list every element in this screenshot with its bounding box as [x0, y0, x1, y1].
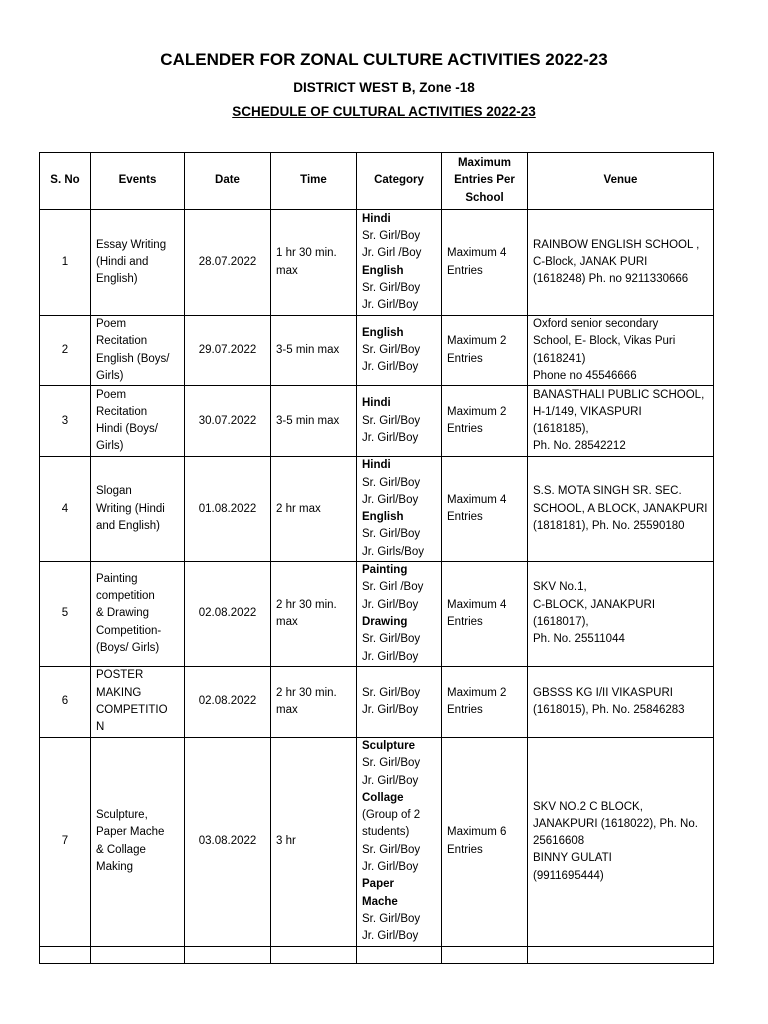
header-time: Time — [271, 153, 357, 210]
events-line: English) — [96, 273, 138, 286]
venue-line: (1618185), — [533, 423, 589, 436]
cell-sno: 4 — [40, 457, 91, 562]
events-line: Painting — [96, 572, 138, 585]
events-line: Writing (Hindi — [96, 502, 165, 515]
venue-line: (1618248) Ph. no 9211330666 — [533, 273, 689, 286]
header-entries-line: Entries Per — [454, 174, 515, 187]
cell-entries — [442, 737, 528, 946]
time-line: 3 hr — [276, 835, 296, 848]
cell-events — [91, 210, 185, 316]
cell-venue — [528, 457, 714, 562]
category-line: Sr. Girl/Boy — [362, 686, 421, 699]
venue-line: Ph. No. 25511044 — [533, 633, 625, 646]
cell-events — [91, 666, 185, 737]
category-line: Jr. Girl /Boy — [362, 247, 422, 260]
events-line: Girls) — [96, 440, 124, 453]
cell-sno: 7 — [40, 737, 91, 946]
schedule-table — [39, 152, 714, 964]
category-line: Jr. Girl/Boy — [362, 774, 419, 787]
events-line: Hindi (Boys/ — [96, 423, 158, 436]
empty-table-row — [40, 946, 714, 963]
table-row — [40, 457, 714, 562]
header-entries-line: Maximum — [457, 157, 512, 170]
category-line: Jr. Girl/Boy — [362, 431, 419, 444]
cell-events — [91, 386, 185, 457]
entries-line: Maximum 2 — [447, 335, 507, 348]
events-line: COMPETITIO — [96, 703, 168, 716]
cell-sno: 5 — [40, 562, 91, 667]
venue-line: School, E- Block, Vikas Puri — [533, 335, 676, 348]
venue-line: SCHOOL, A BLOCK, JANAKPURI — [533, 502, 708, 515]
category-line: Hindi — [362, 212, 391, 225]
events-line: & Drawing — [96, 607, 150, 620]
cell-time — [271, 316, 357, 386]
entries-line: Entries — [447, 843, 483, 856]
events-line: Making — [96, 861, 134, 874]
cell-sno: 3 — [40, 386, 91, 457]
cell-entries — [442, 316, 528, 386]
schedule-heading: SCHEDULE OF CULTURAL ACTIVITIES 2022-23 — [232, 104, 536, 119]
header-entries-line: School — [465, 191, 504, 204]
cell-time — [271, 737, 357, 946]
table-row — [40, 316, 714, 386]
header-category: Category — [357, 153, 442, 210]
time-line: max — [276, 616, 298, 629]
category-line: Sr. Girl/Boy — [362, 757, 421, 770]
category-line: Sr. Girl/Boy — [362, 281, 421, 294]
category-line: Hindi — [362, 397, 391, 410]
events-line: English (Boys/ — [96, 352, 170, 365]
category-line: English — [362, 264, 404, 277]
category-line: Paper — [362, 878, 394, 891]
cell-venue — [528, 316, 714, 386]
cell-entries — [442, 457, 528, 562]
cell-date: 02.08.2022 — [185, 666, 271, 737]
category-line: Sr. Girl/Boy — [362, 528, 421, 541]
cell-entries — [442, 562, 528, 667]
events-line: competition — [96, 590, 155, 603]
time-line: max — [276, 264, 298, 277]
venue-line: C-Block, JANAK PURI — [533, 255, 648, 268]
cell-time — [271, 562, 357, 667]
category-line: Jr. Girls/Boy — [362, 545, 424, 558]
time-line: 3-5 min max — [276, 414, 340, 427]
table-header-row — [40, 153, 714, 210]
cell-date: 01.08.2022 — [185, 457, 271, 562]
entries-line: Maximum 4 — [447, 598, 507, 611]
cell-category — [357, 457, 442, 562]
header-events: Events — [91, 153, 185, 210]
entries-line: Maximum 2 — [447, 686, 507, 699]
header-venue: Venue — [528, 153, 714, 210]
cell-category — [357, 737, 442, 946]
time-line: 2 hr 30 min. — [276, 686, 337, 699]
table-row — [40, 737, 714, 946]
venue-line: H-1/149, VIKASPURI — [533, 405, 642, 418]
events-line: Poem — [96, 388, 127, 401]
category-line: students) — [362, 826, 410, 839]
category-line: Collage — [362, 791, 404, 804]
category-line: Sr. Girl/Boy — [362, 229, 421, 242]
category-line: Jr. Girl/Boy — [362, 861, 419, 874]
entries-line: Maximum 4 — [447, 247, 507, 260]
header-entries — [442, 153, 528, 210]
cell-category — [357, 666, 442, 737]
empty-cell — [185, 946, 271, 963]
venue-line: BINNY GULATI — [533, 852, 612, 865]
category-line: Jr. Girl/Boy — [362, 361, 419, 374]
cell-venue — [528, 562, 714, 667]
cell-events — [91, 737, 185, 946]
cell-events — [91, 562, 185, 667]
events-line: Sculpture, — [96, 809, 148, 822]
category-line: Sr. Girl/Boy — [362, 912, 421, 925]
category-line: English — [362, 326, 404, 339]
entries-line: Entries — [447, 352, 483, 365]
category-line: Sr. Girl/Boy — [362, 843, 421, 856]
category-line: Sr. Girl /Boy — [362, 581, 424, 594]
time-line: 2 hr max — [276, 502, 321, 515]
empty-cell — [91, 946, 185, 963]
events-line: (Boys/ Girls) — [96, 642, 160, 655]
cell-sno: 6 — [40, 666, 91, 737]
events-line: Recitation — [96, 335, 148, 348]
time-line: 2 hr 30 min. — [276, 598, 337, 611]
time-line: 1 hr 30 min. — [276, 247, 337, 260]
cell-sno: 1 — [40, 210, 91, 316]
table-body — [40, 210, 714, 964]
category-line: Sr. Girl/Boy — [362, 633, 421, 646]
events-line: Essay Writing — [96, 238, 167, 251]
empty-cell — [528, 946, 714, 963]
empty-cell — [40, 946, 91, 963]
document-title: CALENDER FOR ZONAL CULTURE ACTIVITIES 2022-23 — [160, 50, 608, 69]
events-line: Competition- — [96, 624, 162, 637]
entries-line: Maximum 6 — [447, 826, 507, 839]
category-line: Jr. Girl/Boy — [362, 703, 419, 716]
cell-venue — [528, 386, 714, 457]
cell-entries — [442, 210, 528, 316]
entries-line: Entries — [447, 616, 483, 629]
table-row — [40, 562, 714, 667]
cell-venue — [528, 210, 714, 316]
time-line: max — [276, 703, 298, 716]
venue-line: (1618015), Ph. No. 25846283 — [533, 703, 685, 716]
venue-line: C-BLOCK, JANAKPURI — [533, 598, 656, 611]
cell-events — [91, 457, 185, 562]
category-line: (Group of 2 — [362, 809, 421, 822]
cell-time — [271, 457, 357, 562]
venue-line: GBSSS KG I/II VIKASPURI — [533, 686, 673, 699]
table-row — [40, 210, 714, 316]
venue-line: (1618017), — [533, 616, 589, 629]
events-line: Girls) — [96, 369, 124, 382]
time-line: 3-5 min max — [276, 343, 340, 356]
cell-sno: 2 — [40, 316, 91, 386]
events-line: Slogan — [96, 485, 132, 498]
category-line: Mache — [362, 895, 398, 908]
venue-line: RAINBOW ENGLISH SCHOOL , — [533, 238, 700, 251]
venue-line: (9911695444) — [533, 869, 604, 882]
category-line: Jr. Girl/Boy — [362, 650, 419, 663]
cell-date: 29.07.2022 — [185, 316, 271, 386]
entries-line: Entries — [447, 264, 483, 277]
venue-line: Phone no 45546666 — [533, 369, 637, 382]
entries-line: Entries — [447, 423, 483, 436]
entries-line: Maximum 2 — [447, 405, 507, 418]
category-line: Jr. Girl/Boy — [362, 299, 419, 312]
events-line: and English) — [96, 519, 160, 532]
category-line: Sculpture — [362, 739, 416, 752]
header-date: Date — [185, 153, 271, 210]
events-line: N — [96, 721, 105, 734]
events-line: (Hindi and — [96, 255, 149, 268]
venue-line: (1618241) — [533, 352, 586, 365]
cell-category — [357, 562, 442, 667]
category-line: Sr. Girl/Boy — [362, 343, 421, 356]
category-line: Sr. Girl/Boy — [362, 476, 421, 489]
cell-entries — [442, 386, 528, 457]
events-line: Paper Mache — [96, 826, 165, 839]
entries-line: Entries — [447, 511, 483, 524]
category-line: Jr. Girl/Boy — [362, 930, 419, 943]
cell-entries — [442, 666, 528, 737]
entries-line: Maximum 4 — [447, 493, 507, 506]
category-line: Sr. Girl/Boy — [362, 414, 421, 427]
venue-line: S.S. MOTA SINGH SR. SEC. — [533, 485, 682, 498]
cell-events — [91, 316, 185, 386]
cell-category — [357, 316, 442, 386]
empty-cell — [357, 946, 442, 963]
header-sno: S. No — [40, 153, 91, 210]
venue-line: Ph. No. 28542212 — [533, 440, 626, 453]
venue-line: (1818181), Ph. No. 25590180 — [533, 519, 685, 532]
cell-category — [357, 210, 442, 316]
table-row — [40, 666, 714, 737]
category-line: Jr. Girl/Boy — [362, 493, 419, 506]
cell-time — [271, 210, 357, 316]
cell-date: 02.08.2022 — [185, 562, 271, 667]
events-line: Poem — [96, 318, 127, 330]
cell-date: 30.07.2022 — [185, 386, 271, 457]
events-line: Recitation — [96, 405, 148, 418]
venue-line: 25616608 — [533, 835, 585, 848]
cell-date: 28.07.2022 — [185, 210, 271, 316]
events-line: MAKING — [96, 686, 142, 699]
cell-venue — [528, 666, 714, 737]
district-subtitle: DISTRICT WEST B, Zone -18 — [293, 80, 475, 95]
category-line: Jr. Girl/Boy — [362, 598, 419, 611]
venue-line: SKV NO.2 C BLOCK, — [533, 800, 643, 813]
events-line: POSTER — [96, 669, 144, 682]
venue-line: JANAKPURI (1618022), Ph. No. — [533, 817, 698, 830]
cell-venue — [528, 737, 714, 946]
venue-line: Oxford senior secondary — [533, 318, 659, 330]
category-line: Hindi — [362, 459, 391, 472]
venue-line: SKV No.1, — [533, 581, 587, 594]
cell-time — [271, 386, 357, 457]
events-line: & Collage — [96, 843, 146, 856]
table-row — [40, 386, 714, 457]
venue-line: BANASTHALI PUBLIC SCHOOL, — [533, 388, 705, 401]
cell-date: 03.08.2022 — [185, 737, 271, 946]
category-line: English — [362, 511, 404, 524]
cell-category — [357, 386, 442, 457]
entries-line: Entries — [447, 703, 483, 716]
empty-cell — [442, 946, 528, 963]
empty-cell — [271, 946, 357, 963]
cell-time — [271, 666, 357, 737]
category-line: Drawing — [362, 616, 408, 629]
category-line: Painting — [362, 564, 408, 577]
